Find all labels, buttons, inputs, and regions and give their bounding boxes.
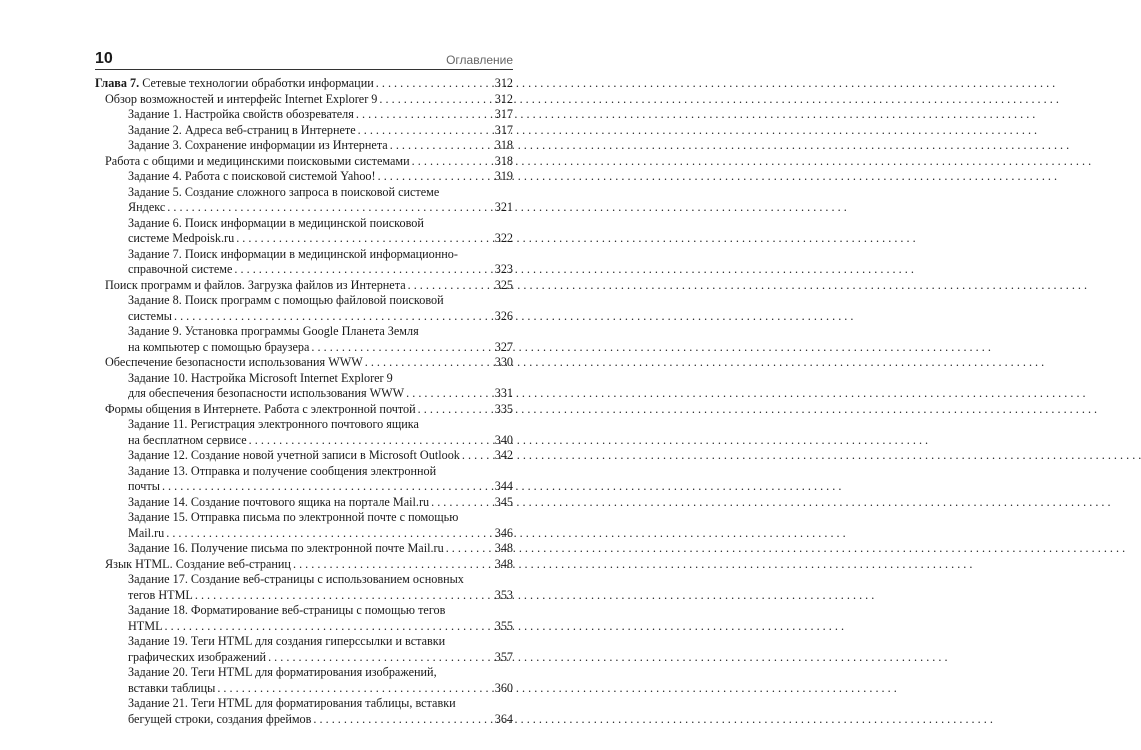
- toc-task-entry: [95, 495, 513, 511]
- toc-entry-text: Сетевые технологии обработки информации: [142, 76, 374, 90]
- dot-leader: [266, 650, 495, 666]
- toc-entry-text: графических изображений: [128, 649, 267, 664]
- toc-entry-text: Задание 15. Отправка письма по электронной почте с помощью: [128, 510, 459, 524]
- toc-entry-text: Задание 21. Теги HTML для форматирования таблицы, вставки: [128, 696, 456, 710]
- table-of-contents: [95, 76, 513, 727]
- toc-page-number: 357: [494, 649, 513, 664]
- toc-task-entry: [95, 169, 513, 185]
- toc-entry-text: системы: [128, 308, 172, 323]
- toc-entry-text: Задание 6. Поиск информации в медицинской поисковой: [128, 215, 424, 230]
- toc-page-number: 353: [494, 587, 513, 602]
- page-number: 10: [95, 50, 113, 67]
- dot-leader: [311, 712, 494, 728]
- toc-entry-text: Задание 14. Создание почтового ящика на портале Mail.ru: [128, 494, 430, 509]
- toc-task-entry: [95, 541, 513, 557]
- toc-task-entry: [95, 417, 513, 448]
- toc-page-number: 346: [494, 525, 513, 540]
- toc-entry-text: Задание 11. Регистрация электронного почтового ящика: [128, 417, 419, 431]
- toc-page-number: 325: [494, 277, 513, 292]
- toc-task-entry: [95, 603, 513, 634]
- toc-task-entry: [95, 634, 513, 665]
- dot-leader: [165, 200, 494, 216]
- toc-page-number: 317: [494, 122, 513, 137]
- toc-entry-text: Задание 18. Форматирование веб-страницы с помощью тегов: [128, 603, 446, 617]
- toc-entry-text: на бесплатном сервисе: [128, 432, 247, 447]
- toc-entry-text: Задание 19. Теги HTML для создания гиперссылки и вставки: [128, 634, 446, 648]
- toc-page-number: 348: [494, 556, 513, 571]
- toc-entry-text: Задание 7. Поиск информации в медицинской информационно-: [128, 246, 458, 261]
- toc-task-entry: [95, 324, 513, 355]
- toc-entry-text: HTML: [128, 618, 163, 633]
- header-rule: [95, 69, 513, 70]
- toc-entry-text: Задание 13. Отправка и получение сообщения электронной: [128, 463, 437, 478]
- toc-task-entry: [95, 216, 513, 247]
- toc-task-entry: [95, 510, 513, 541]
- toc-page-number: 322: [494, 231, 513, 245]
- dot-leader: [163, 619, 495, 635]
- toc-entry-text: Поиск программ и файлов. Загрузка файлов из Интернета: [105, 277, 406, 292]
- toc-section-entry: [95, 355, 513, 371]
- toc-entry-text: Задание 3. Сохранение информации из Интернета: [128, 138, 388, 152]
- toc-page-number: 348: [494, 541, 513, 555]
- toc-entry-text: Задание 5. Создание сложного запроса в поисковой системе: [128, 184, 440, 199]
- toc-entry-text: Задание 8. Поиск программ с помощью файловой поисковой: [128, 293, 444, 307]
- toc-entry-text: Задание 17. Создание веб-страницы с использованием основных: [128, 572, 464, 586]
- toc-entry-text: для обеспечения безопасности использования WWW: [128, 386, 405, 400]
- dot-leader: [374, 76, 495, 92]
- toc-page-number: 323: [494, 262, 513, 276]
- toc-page-number: 326: [494, 308, 513, 323]
- dot-leader: [164, 526, 495, 542]
- toc-entry-text: Задание 16. Получение письма по электронной почте Mail.ru: [128, 541, 444, 555]
- toc-section-entry: [95, 278, 513, 294]
- toc-task-entry: [95, 371, 513, 402]
- dot-leader: [388, 138, 495, 154]
- toc-entry-text: Яндекс: [128, 200, 166, 214]
- toc-page-number: 342: [494, 448, 513, 462]
- toc-task-entry: [95, 448, 513, 464]
- toc-entry-text: Задание 10. Настройка Microsoft Internet Explorer 9: [128, 370, 393, 385]
- toc-entry-text: почты: [128, 479, 160, 493]
- dot-leader: [193, 588, 495, 604]
- toc-entry-text: Задание 2. Адреса веб-страниц в Интернете: [128, 122, 356, 137]
- toc-entry-text: Задание 4. Работа с поисковой системой Yahoo!: [128, 169, 376, 183]
- toc-entry-text: Задание 9. Установка программы Google Планета Земля: [128, 324, 419, 338]
- toc-page-number: 360: [494, 680, 513, 695]
- toc-section-entry: [95, 557, 513, 573]
- toc-task-entry: [95, 696, 513, 727]
- dot-leader: [247, 433, 495, 449]
- toc-entry-text: Формы общения в Интернете. Работа с электронной почтой: [105, 401, 416, 416]
- toc-entry-text: Задание 20. Теги HTML для форматирования изображений,: [128, 665, 437, 679]
- dot-leader: [377, 92, 494, 108]
- toc-entry-text: Обзор возможностей и интерфейс Internet Explorer 9: [105, 91, 378, 106]
- toc-page-number: 364: [494, 711, 513, 726]
- page-header: [95, 49, 513, 67]
- dot-leader: [416, 402, 495, 418]
- toc-entry-text: системе Medpoisk.ru: [128, 231, 235, 245]
- dot-leader: [410, 154, 495, 170]
- toc-entry-text: Язык HTML. Создание веб-страниц: [105, 556, 291, 571]
- toc-task-entry: [95, 123, 513, 139]
- toc-entry-text: Задание 1. Настройка свойств обозревателя: [128, 107, 354, 121]
- dot-leader: [376, 169, 495, 185]
- toc-task-entry: [95, 247, 513, 278]
- dot-leader: [356, 123, 495, 139]
- toc-page-number: 330: [494, 355, 513, 369]
- toc-entry-text: Задание 12. Создание новой учетной записи в Microsoft Outlook: [128, 448, 460, 462]
- dot-leader: [404, 386, 495, 402]
- toc-entry-text: бегущей строки, создания фреймов: [128, 711, 312, 726]
- dot-leader: [444, 541, 495, 557]
- toc-section-entry: [95, 92, 513, 108]
- toc-entry-text: Работа с общими и медицинскими поисковыми системами: [105, 153, 410, 168]
- toc-entry-text: Обеспечение безопасности использования WWW: [105, 355, 363, 369]
- dot-leader: [354, 107, 495, 123]
- toc-entry-text: вставки таблицы: [128, 680, 216, 695]
- toc-entry-text: на компьютер с помощью браузера: [128, 339, 310, 354]
- dot-leader: [215, 681, 494, 697]
- toc-task-entry: [95, 665, 513, 696]
- toc-page-number: 317: [494, 107, 513, 121]
- dot-leader: [232, 262, 494, 278]
- toc-task-entry: [95, 464, 513, 495]
- dot-leader: [309, 340, 494, 356]
- toc-chapter-label: Глава 7.: [95, 76, 140, 90]
- toc-entry-text: тегов HTML: [128, 587, 193, 602]
- toc-task-entry: [95, 107, 513, 123]
- toc-task-entry: [95, 572, 513, 603]
- dot-leader: [429, 495, 495, 511]
- dot-leader: [234, 231, 495, 247]
- dot-leader: [406, 278, 495, 294]
- toc-page-number: 312: [494, 76, 513, 90]
- toc-page-number: 318: [494, 138, 513, 152]
- toc-task-entry: [95, 138, 513, 154]
- dot-leader: [363, 355, 495, 371]
- toc-page-number: 335: [494, 401, 513, 416]
- toc-page-number: 327: [494, 339, 513, 354]
- toc-entry-text: Mail.ru: [128, 525, 165, 540]
- running-title: Оглавление: [446, 53, 513, 67]
- toc-page-number: 340: [494, 432, 513, 447]
- toc-section-entry: [95, 154, 513, 170]
- toc-task-entry: [95, 185, 513, 216]
- dot-leader: [291, 557, 495, 573]
- toc-section-entry: [95, 402, 513, 418]
- toc-page-number: 321: [494, 200, 513, 214]
- toc-page-number: 319: [494, 169, 513, 183]
- toc-task-entry: [95, 293, 513, 324]
- toc-page-number: 318: [494, 153, 513, 168]
- toc-page-number: 344: [494, 479, 513, 493]
- toc-page-number: 345: [494, 494, 513, 509]
- dot-leader: [160, 479, 495, 495]
- toc-entry-text: справочной системе: [128, 262, 233, 276]
- toc-page-number: 355: [494, 618, 513, 633]
- toc-page-number: 312: [494, 91, 513, 106]
- dot-leader: [460, 448, 495, 464]
- toc-page-number: 331: [494, 386, 513, 400]
- dot-leader: [172, 309, 495, 325]
- toc-chapter-entry: [95, 76, 513, 92]
